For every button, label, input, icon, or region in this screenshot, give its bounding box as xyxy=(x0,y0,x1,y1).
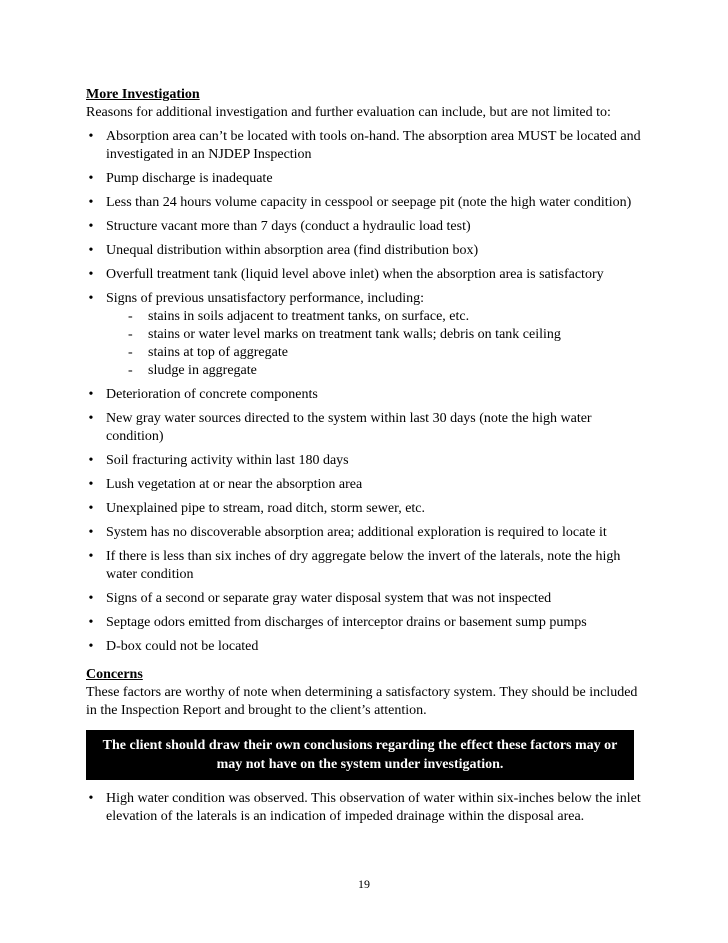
sub-list-item xyxy=(128,362,642,380)
list-item-text: Soil fracturing activity within last 180 days xyxy=(106,453,349,468)
list-item xyxy=(86,524,642,542)
bullet-icon: • xyxy=(88,791,94,806)
sub-list-item xyxy=(128,326,642,344)
list-item-text: Septage odors emitted from discharges of interceptor drains or basement sump pumps xyxy=(106,615,587,630)
dash-icon: - xyxy=(128,363,133,378)
bullet-icon: • xyxy=(88,291,94,306)
sub-list xyxy=(106,308,642,380)
sub-list-item-text: stains or water level marks on treatment tank walls; debris on tank ceiling xyxy=(148,327,561,342)
bullet-icon: • xyxy=(88,591,94,606)
list-item xyxy=(86,386,642,404)
list-item xyxy=(86,614,642,632)
list-item xyxy=(86,410,642,446)
bullet-icon: • xyxy=(88,453,94,468)
page-content xyxy=(86,86,642,826)
more-investigation-heading: More Investigation xyxy=(86,87,200,102)
sub-list-item-text: stains in soils adjacent to treatment tanks, on surface, etc. xyxy=(148,309,470,324)
bullet-icon: • xyxy=(88,615,94,630)
list-item-text: Signs of previous unsatisfactory performance, including: xyxy=(106,291,425,306)
more-investigation-intro: Reasons for additional investigation and further evaluation can include, but are not limited to: xyxy=(86,105,611,120)
list-item xyxy=(86,548,642,584)
list-item xyxy=(86,266,642,284)
bullet-icon: • xyxy=(88,477,94,492)
list-item-text: Deterioration of concrete components xyxy=(106,387,318,402)
list-item xyxy=(86,452,642,470)
bullet-icon: • xyxy=(88,219,94,234)
bullet-icon: • xyxy=(88,525,94,540)
list-item-text: If there is less than six inches of dry aggregate below the invert of the laterals, note the high water condition xyxy=(106,549,621,582)
list-item xyxy=(86,790,642,826)
bullet-icon: • xyxy=(88,267,94,282)
client-conclusions-callout: The client should draw their own conclusions regarding the effect these factors may or may not have on the system under investigation. xyxy=(86,730,634,780)
bullet-icon: • xyxy=(88,411,94,426)
bullet-icon: • xyxy=(88,639,94,654)
list-item-text: D-box could not be located xyxy=(106,639,259,654)
bullet-icon: • xyxy=(88,243,94,258)
concerns-section xyxy=(86,666,642,826)
bullet-icon: • xyxy=(88,387,94,402)
concerns-heading: Concerns xyxy=(86,667,143,682)
list-item-text: System has no discoverable absorption area; additional exploration is required to locate it xyxy=(106,525,607,540)
list-item xyxy=(86,194,642,212)
list-item-text: Absorption area can’t be located with tools on-hand. The absorption area MUST be located and investigated in an NJDEP Inspection xyxy=(106,129,641,162)
list-item xyxy=(86,638,642,656)
list-item-text: Unexplained pipe to stream, road ditch, storm sewer, etc. xyxy=(106,501,426,516)
list-item-text: Pump discharge is inadequate xyxy=(106,171,273,186)
dash-icon: - xyxy=(128,327,133,342)
bullet-icon: • xyxy=(88,171,94,186)
list-item-text: Less than 24 hours volume capacity in cesspool or seepage pit (note the high water condition) xyxy=(106,195,632,210)
list-item xyxy=(86,476,642,494)
sub-list-item-text: stains at top of aggregate xyxy=(148,345,288,360)
list-item xyxy=(86,218,642,236)
bullet-icon: • xyxy=(88,129,94,144)
list-item-text: Overfull treatment tank (liquid level above inlet) when the absorption area is satisfactory xyxy=(106,267,604,282)
list-item xyxy=(86,242,642,260)
list-item-text: Structure vacant more than 7 days (conduct a hydraulic load test) xyxy=(106,219,471,234)
bullet-icon: • xyxy=(88,195,94,210)
dash-icon: - xyxy=(128,345,133,360)
sub-list-item xyxy=(128,308,642,326)
list-item-text: Signs of a second or separate gray water disposal system that was not inspected xyxy=(106,591,552,606)
more-investigation-list xyxy=(86,128,642,656)
bullet-icon: • xyxy=(88,501,94,516)
list-item xyxy=(86,128,642,164)
list-item xyxy=(86,290,642,380)
list-item xyxy=(86,500,642,518)
list-item-text: Lush vegetation at or near the absorption area xyxy=(106,477,363,492)
sub-list-item-text: sludge in aggregate xyxy=(148,363,257,378)
list-item xyxy=(86,590,642,608)
sub-list-item xyxy=(128,344,642,362)
list-item-text: New gray water sources directed to the system within last 30 days (note the high water condition) xyxy=(106,411,592,444)
bullet-icon: • xyxy=(88,549,94,564)
list-item-text: High water condition was observed. This observation of water within six-inches below the inlet elevation of the laterals is an indication of impeded drainage within the disposal area. xyxy=(106,791,641,824)
list-item xyxy=(86,170,642,188)
concerns-list xyxy=(86,790,642,826)
page-number: 19 xyxy=(358,877,370,891)
dash-icon: - xyxy=(128,309,133,324)
list-item-text: Unequal distribution within absorption area (find distribution box) xyxy=(106,243,479,258)
concerns-intro: These factors are worthy of note when determining a satisfactory system. They should be included in the Inspection Report and brought to the client’s attention. xyxy=(86,685,638,718)
